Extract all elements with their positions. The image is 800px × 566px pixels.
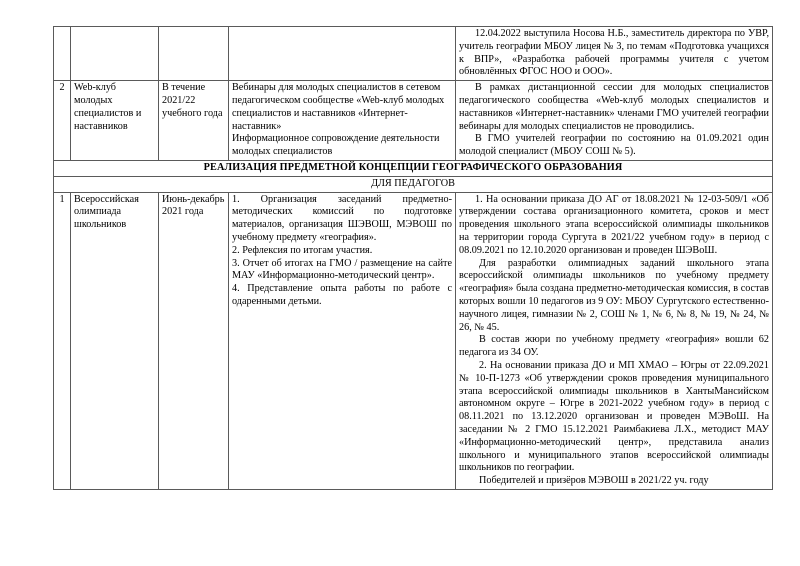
section-header-row <box>54 160 773 176</box>
plan-paragraph: Вебинары для молодых специалистов в сетевом педагогическом сообществе «Web-клуб молодых специалистов и наставников «Интернет-наставник» <box>232 82 445 132</box>
cell-number: 2 <box>54 81 71 161</box>
plan-paragraph: Информационное сопровождение деятельности молодых специалистов <box>232 133 440 158</box>
cell-result <box>456 192 773 489</box>
plan-paragraph: 2. Рефлексия по итогам участия. <box>232 244 373 256</box>
result-paragraph: В состав жюри по учебному предмету «география» вошли 62 педагога из 34 ОУ. <box>459 334 769 359</box>
cell-name: Web-клуб молодых специалистов и наставников <box>71 81 159 161</box>
plan-paragraph: 1. Организация заседаний предметно-методических комиссий по подготовке материалов, организация ШЭВОШ, МЭВОШ по учебному предмету «география». <box>232 193 452 243</box>
cell-plan <box>229 192 456 489</box>
section-subheader-row <box>54 176 773 192</box>
section-subheader-text: ДЛЯ ПЕДАГОГОВ <box>54 176 773 192</box>
cell-result <box>456 27 773 81</box>
cell-name: Всероссийская олимпиада школьников <box>71 192 159 489</box>
cell-term: Июнь-декабрь 2021 года <box>159 192 229 489</box>
table-row <box>54 27 773 81</box>
cell-number <box>54 27 71 81</box>
cell-term: В течение 2021/22 учебного года <box>159 81 229 161</box>
result-paragraph: 12.04.2022 выступила Носова Н.Б., заместитель директора по УВР, учитель географии МБОУ лицея № 3, по темам «Подготовка учащихся к ВПР», «Разработка рабочей программы учителя с учетом обновлённых ФГОС НОО и ООО». <box>459 28 769 78</box>
result-paragraph: 2. На основании приказа ДО и МП ХМАО – Югры от 22.09.2021 № 10-П-1273 «Об утверждении сроков проведения муниципального этапа всероссийской олимпиады школьников в ХантыМансийском автономном округе – Югре в 2021-2022 учебном году» в период с 08.11.2021 по 13.12.2020 организован и проведен МЭВоШ. На заседании № 2 ГМО 15.12.2021 Раимбакиева Л.Х., методист МАУ «Информационно-методический центр», представила анализ школьного и муниципального этапов всероссийской олимпиады школьников по географии. <box>459 359 769 474</box>
table-row <box>54 192 773 489</box>
result-paragraph: В рамках дистанционной сессии для молодых специалистов педагогического сообщества «Web-клуб молодых специалистов и наставников «Интернет-наставник» членами ГМО учителей географии вебинары для молодых специалистов не проводились. <box>459 82 769 132</box>
cell-term <box>159 27 229 81</box>
plan-paragraph: 3. Отчет об итогах на ГМО / размещение на сайте МАУ «Информационно-методический центр». <box>232 257 452 282</box>
plan-paragraph: 4. Представление опыта работы по работе с одаренными детьми. <box>232 283 452 307</box>
cell-plan <box>229 27 456 81</box>
activities-table <box>53 26 773 490</box>
cell-result <box>456 81 773 161</box>
section-header-text: РЕАЛИЗАЦИЯ ПРЕДМЕТНОЙ КОНЦЕПЦИИ ГЕОГРАФИЧЕСКОГО ОБРАЗОВАНИЯ <box>54 160 773 176</box>
cell-plan <box>229 81 456 161</box>
result-paragraph: Победителей и призёров МЭВОШ в 2021/22 уч. году <box>479 475 709 487</box>
cell-number: 1 <box>54 192 71 489</box>
table-row <box>54 81 773 161</box>
result-paragraph: 1. На основании приказа ДО АГ от 18.08.2021 № 12-03-509/1 «Об утверждении состава организационного комитета, сроков и мест проведения школьного этапа всероссийской олимпиады школьников на территории города Сургута в 2021/22 учебном году» в период с 08.09.2021 по 12.10.2020 организован и проведен ШЭВоШ. <box>459 193 769 256</box>
cell-name <box>71 27 159 81</box>
result-paragraph: В ГМО учителей географии по состоянию на 01.09.2021 один молодой специалист (МБОУ СОШ № 5). <box>459 133 769 158</box>
result-paragraph: Для разработки олимпиадных заданий школьного этапа всероссийской олимпиады школьников по учебному предмету «география» была создана предметно-методическая комиссия, в состав которых вошли 10 педагогов из 9 ОУ: МБОУ Сургутского естественно-научного лицея, гимназии № 2, СОШ № 1, № 6, № 8, № 19, № 24, № 26, № 45. <box>459 257 769 333</box>
